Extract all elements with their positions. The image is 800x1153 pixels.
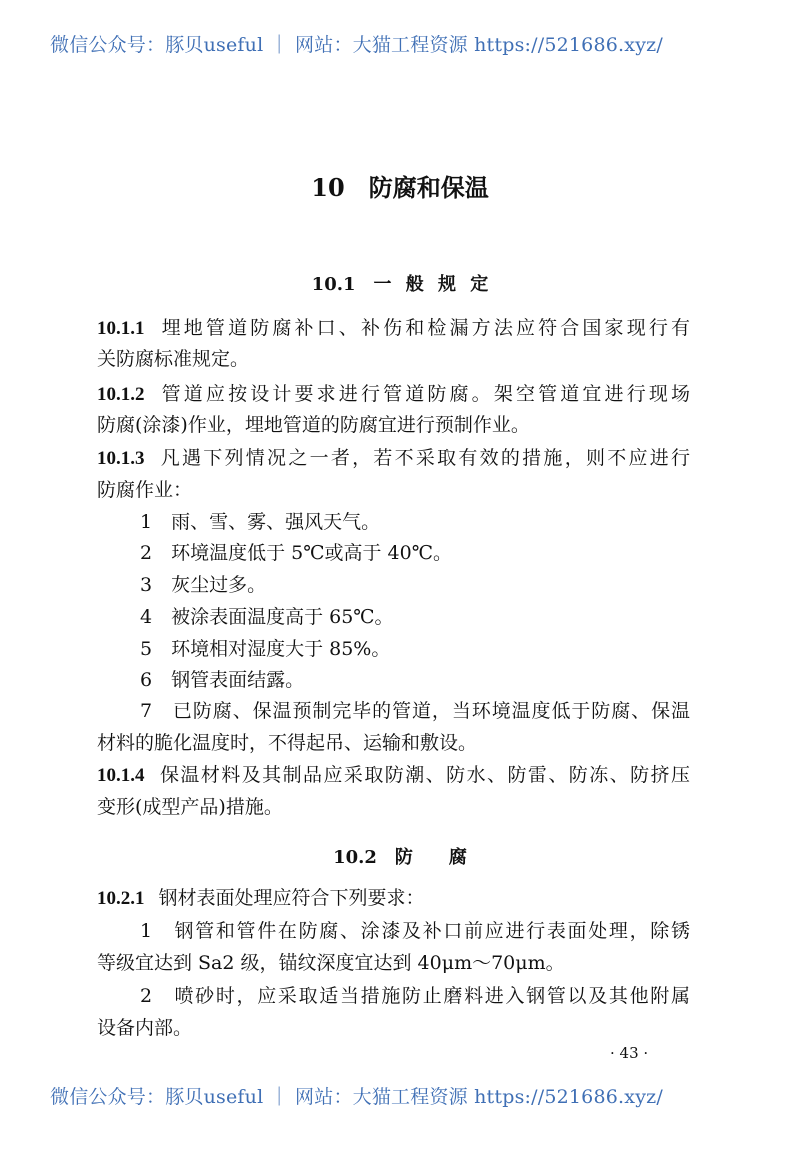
- section-heading-10-1: 10.1 一 般 规 定: [311, 274, 489, 295]
- clause-text: 钢材表面处理应符合下列要求：: [158, 887, 425, 909]
- clause-number: 10.1.2: [97, 384, 145, 405]
- clause-10-1-4: [97, 760, 690, 790]
- section-heading-10-2: 10.2 防 腐: [333, 847, 467, 868]
- clause-10-1-1: [97, 313, 690, 343]
- text-line: 等级宜达到 Sa2 级，锚纹深度宜达到 40μm～70μm。: [97, 952, 565, 974]
- list-item: 7 已防腐、保温预制完毕的管道，当环境温度低于防腐、保温: [140, 700, 690, 722]
- clause-10-1-3: [97, 443, 690, 473]
- list-item: 4 被涂表面温度高于 65℃。: [140, 606, 394, 628]
- clause-number: 10.1.1: [97, 318, 145, 339]
- clause-text: 埋地管道防腐补口、补伤和检漏方法应符合国家现行有: [158, 317, 690, 339]
- clause-text: 保温材料及其制品应采取防潮、防水、防雷、防冻、防挤压: [158, 764, 690, 786]
- watermark-footer: 微信公众号：豚贝useful ｜ 网站：大猫工程资源 https://521686.xyz/: [50, 1086, 663, 1108]
- text-line: 材料的脆化温度时，不得起吊、运输和敷设。: [97, 732, 478, 754]
- clause-number: 10.1.4: [97, 765, 145, 786]
- text-line: 防腐作业：: [97, 479, 193, 501]
- chapter-title: 10 防腐和保温: [311, 173, 489, 202]
- clause-text: 凡遇下列情况之一者，若不采取有效的措施，则不应进行: [158, 447, 690, 469]
- text-line: 变形(成型产品)措施。: [97, 796, 283, 818]
- text-line: 防腐(涂漆)作业，埋地管道的防腐宜进行预制作业。: [97, 414, 530, 436]
- list-item: 1 钢管和管件在防腐、涂漆及补口前应进行表面处理，除锈: [140, 920, 690, 942]
- list-item: 5 环境相对湿度大于 85%。: [140, 638, 391, 660]
- list-item: 2 喷砂时，应采取适当措施防止磨料进入钢管以及其他附属: [140, 985, 690, 1007]
- list-item: 6 钢管表面结露。: [140, 669, 305, 691]
- list-item: 3 灰尘过多。: [140, 574, 267, 596]
- clause-10-1-2: [97, 379, 690, 409]
- clause-10-2-1: [97, 883, 690, 913]
- clause-number: 10.2.1: [97, 888, 145, 909]
- clause-number: 10.1.3: [97, 448, 145, 469]
- list-item: 2 环境温度低于 5℃或高于 40℃。: [140, 542, 452, 564]
- clause-text: 管道应按设计要求进行管道防腐。架空管道宜进行现场: [158, 383, 690, 405]
- list-item: 1 雨、雪、雾、强风天气。: [140, 511, 381, 533]
- watermark-header: 微信公众号：豚贝useful ｜ 网站：大猫工程资源 https://521686.xyz/: [50, 34, 663, 56]
- text-line: 关防腐标准规定。: [97, 348, 250, 370]
- page-number: · 43 ·: [610, 1044, 649, 1062]
- text-line: 设备内部。: [97, 1017, 193, 1039]
